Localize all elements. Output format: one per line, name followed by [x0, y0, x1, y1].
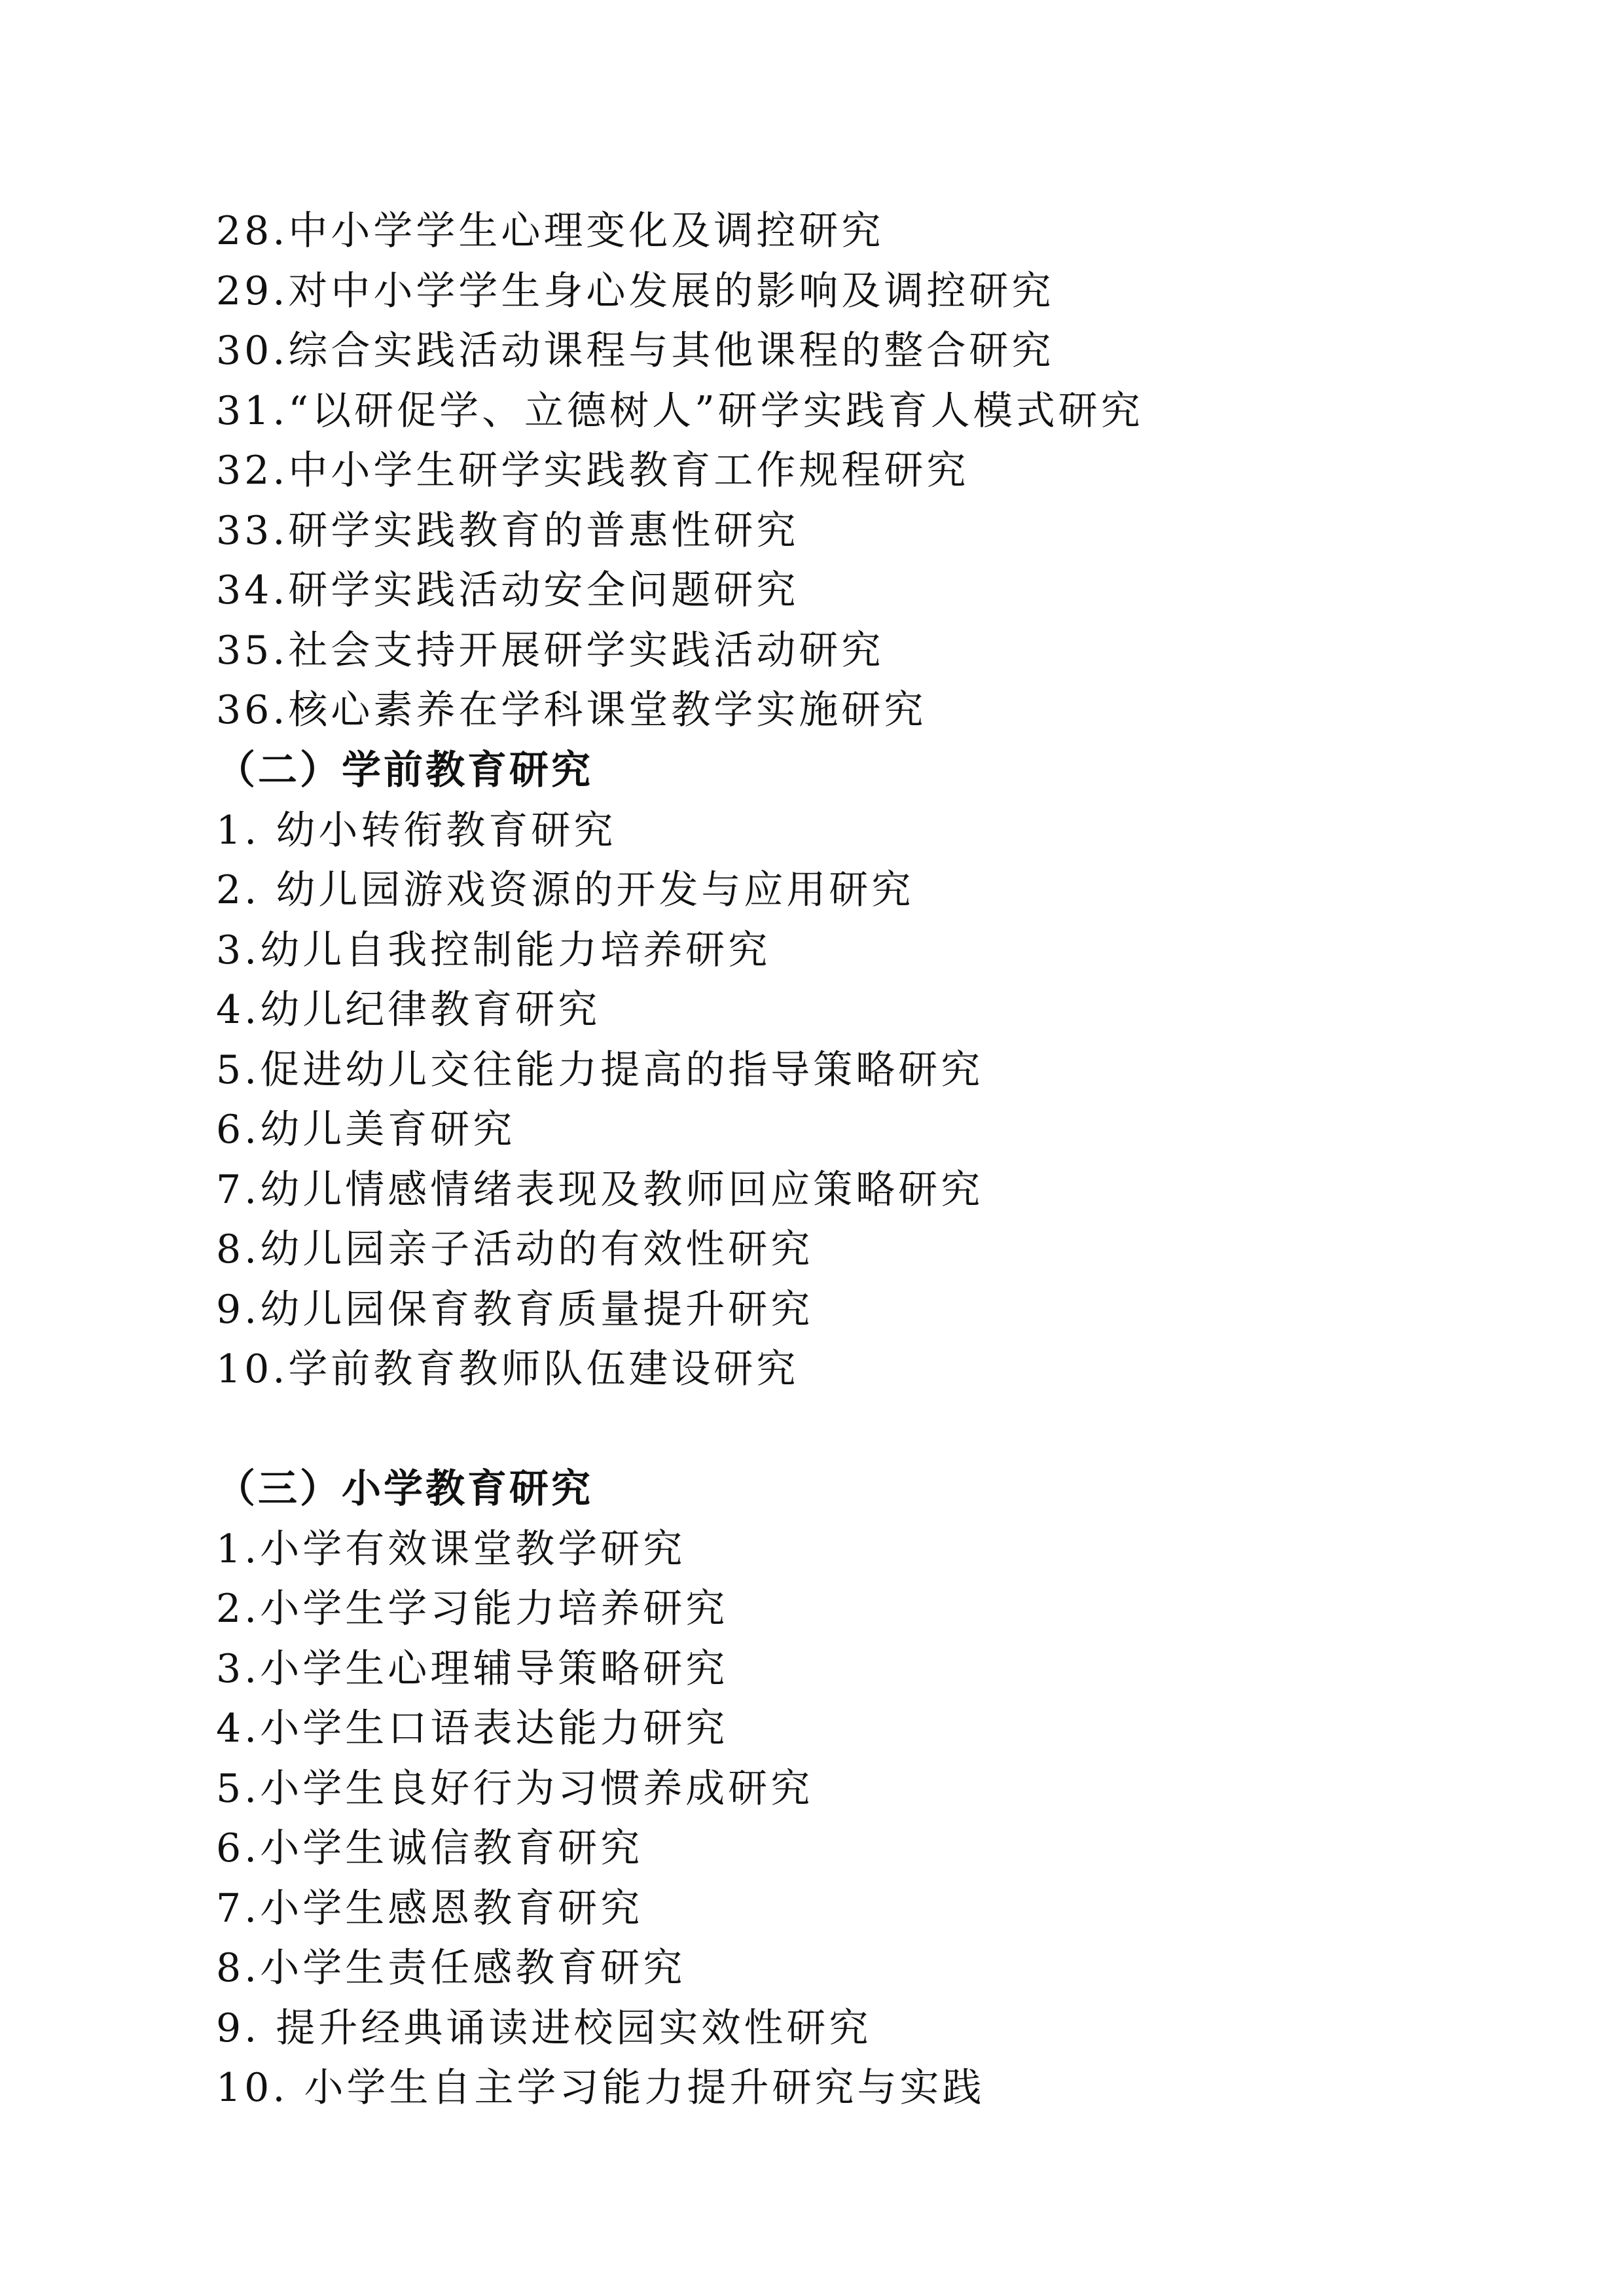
list-item-31: 31.“以研促学、立德树人”研学实践育人模式研究	[216, 387, 1144, 434]
list-item: 3.幼儿自我控制能力培养研究	[216, 927, 771, 973]
list-item: 9.幼儿园保育教育质量提升研究	[216, 1286, 814, 1333]
list-item: 5.促进幼儿交往能力提高的指导策略研究	[216, 1047, 984, 1093]
list-item: 1. 幼小转衔教育研究	[216, 807, 617, 853]
list-item-35: 35.社会支持开展研学实践活动研究	[216, 627, 884, 673]
list-item-29: 29.对中小学学生身心发展的影响及调控研究	[216, 268, 1055, 314]
list-item: 10.学前教育教师队伍建设研究	[216, 1346, 799, 1392]
list-item: 8.小学生责任感教育研究	[216, 1945, 686, 1991]
list-item: 6.幼儿美育研究	[216, 1107, 516, 1153]
list-item: 7.幼儿情感情绪表现及教师回应策略研究	[216, 1166, 984, 1213]
section-two	[216, 741, 1460, 1400]
list-item: 6.小学生诚信教育研究	[216, 1825, 643, 1871]
list-item: 4.小学生口语表达能力研究	[216, 1706, 729, 1751]
list-item: 3.小学生心理辅导策略研究	[216, 1645, 729, 1692]
section-three-heading: （三）小学教育研究	[216, 1466, 593, 1512]
list-item: 2.小学生学习能力培养研究	[216, 1586, 729, 1632]
list-item: 1.小学有效课堂教学研究	[216, 1526, 686, 1572]
list-item: 5.小学生良好行为习惯养成研究	[216, 1765, 814, 1812]
section-three	[216, 1460, 1460, 2119]
section-two-heading: （二）学前教育研究	[216, 747, 593, 793]
list-item: 2. 幼儿园游戏资源的开发与应用研究	[216, 867, 914, 913]
list-item: 7.小学生感恩教育研究	[216, 1885, 643, 1931]
list-item-34: 34.研学实践活动安全问题研究	[216, 567, 799, 613]
list-item-28: 28.中小学学生心理变化及调控研究	[216, 208, 884, 254]
list-item: 8.幼儿园亲子活动的有效性研究	[216, 1227, 814, 1272]
list-item: 4.幼儿纪律教育研究	[216, 987, 601, 1033]
list-item: 9. 提升经典诵读进校园实效性研究	[216, 2005, 872, 2051]
list-item-30: 30.综合实践活动课程与其他课程的整合研究	[216, 328, 1055, 374]
list-item-36: 36.核心素养在学科课堂教学实施研究	[216, 687, 927, 733]
section-one-list	[216, 202, 1460, 741]
list-item-33: 33.研学实践教育的普惠性研究	[216, 507, 799, 554]
list-item: 10. 小学生自主学习能力提升研究与实践	[216, 2065, 985, 2111]
list-item-32: 32.中小学生研学实践教育工作规程研究	[216, 448, 969, 493]
